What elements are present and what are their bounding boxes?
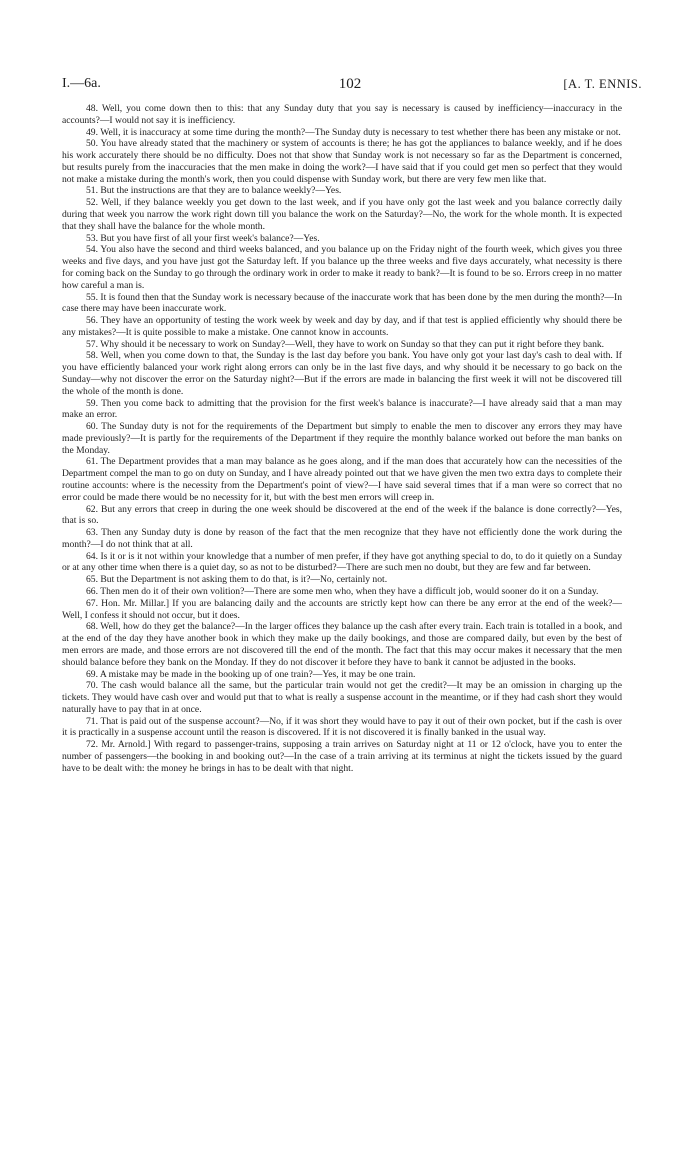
paragraph-q61: 61. The Department provides that a man may balance as he goes along, and if the man does that accurately how can the necessities of the Department compel the man to go on duty on Sunday, and I have already pointed out that we have given the men two extra days to complete their routine accounts: where is the necessity from the Department's point of view?—I have said several times that if a man were so correct that no error could be made there would be no necessity for it, but with the best men errors will creep in. bbox=[62, 456, 622, 503]
paragraph-q53: 53. But you have first of all your first week's balance?—Yes. bbox=[86, 232, 320, 244]
paragraph-q65: 65. But the Department is not asking them to do that, is it?—No, certainly not. bbox=[86, 574, 388, 586]
paragraph-q57: 57. Why should it be necessary to work on Sunday?—Well, they have to work on Sunday so that they can put it right before they bank. bbox=[86, 338, 605, 350]
paragraph-q54: 54. You also have the second and third weeks balanced, and you balance up on the Friday night of the fourth week, which gives you three weeks and five days, and you have just got the Saturday left. If you balance up the three weeks and five days accurately, what necessity is there for coming back on the Sunday to go through the ordinary work in order to make it ready to bank?—It is found to be so. Errors creep in no matter how careful a man is. bbox=[62, 244, 622, 291]
paragraph-q68: 68. Well, how do they get the balance?—In the larger offices they balance up the cash after every train. Each train is totalled in a book, and at the end of the day they have another book in which they make up the daily bookings, and those are compared daily, but even by the best of men errors are made, and those errors are not discovered till the end of the month. The fact that this may occur makes it necessary that the men should balance before they bank on the Monday. If they do not discover it before they have to bank it cannot be adjusted in the books. bbox=[62, 621, 622, 668]
page-number: 102 bbox=[338, 76, 362, 92]
paragraph-q50: 50. You have already stated that the machinery or system of accounts is there; he has got the appliances to balance weekly, and if he does his work accurately there should be no difficulty. Does not that show that Sunday work is not necessary so far as the Department is concerned, but results purely from the inaccuracies that the men make in doing the work?—I have said that if you could get men so perfect that they would not make a mistake during the month's work, then you could dispense with Sunday work, but there are very few men like that. bbox=[62, 138, 622, 185]
paragraph-q69: 69. A mistake may be made in the booking up of one train?—Yes, it may be one train. bbox=[86, 668, 416, 680]
paragraph-q51: 51. But the instructions are that they are to balance weekly?—Yes. bbox=[86, 185, 342, 197]
page-header bbox=[58, 76, 642, 92]
parliamentary-paper-ref: I.—6a. bbox=[62, 76, 101, 91]
paragraph-q72: 72. Mr. Arnold.] With regard to passenger-trains, supposing a train arrives on Saturday night at 11 or 12 o'clock, have you to enter the number of passengers—the booking in and booking out?—In the case of a train arriving at its terminus at night the tickets issued by the guard have to be dealt with: the money he brings in has to be dealt with that night. bbox=[62, 739, 622, 774]
paragraph-q67: 67. Hon. Mr. Millar.] If you are balancing daily and the accounts are strictly kept how can there be any error at the end of the week?—Well, I confess it should not occur, but it does. bbox=[62, 597, 622, 621]
paragraph-q56: 56. They have an opportunity of testing the work week by week and day by day, and if that test is applied efficiently why should there be any mistakes?—It is quite possible to make a mistake. One cannot know in accounts. bbox=[62, 315, 622, 338]
paragraph-q60: 60. The Sunday duty is not for the requirements of the Department but simply to enable the men to discover any errors they may have made previously?—It is partly for the requirements of the Department if they require the monthly balance worked out before the man banks on the Monday. bbox=[62, 421, 622, 456]
paragraph-q52: 52. Well, if they balance weekly you get down to the last week, and if you have only got the last week and you balance correctly daily during that week you narrow the work right down till you balance the work on the Saturday?—No, the work for the whole month. It is expected that they shall have the balance for the whole month. bbox=[62, 197, 622, 232]
paragraph-q71: 71. That is paid out of the suspense account?—No, if it was short they would have to pay it out of their own pocket, but if the cash is over it is practically in a suspense account until the reason is discovered. If it is not discovered it is finally banked in the usual way. bbox=[62, 715, 622, 739]
testimony-body bbox=[62, 103, 622, 775]
paragraph-q55: 55. It is found then that the Sunday work is necessary because of the inaccurate work that has been done by the men during the month?—In case there may have been inaccurate work. bbox=[62, 291, 622, 315]
witness-name: [A. T. ENNIS. bbox=[563, 77, 642, 91]
paragraph-q63: 63. Then any Sunday duty is done by reason of the fact that the men recognize that they have not efficiently done the work during the month?—I do not think that at all. bbox=[62, 527, 622, 550]
paragraph-q64: 64. Is it or is it not within your knowledge that a number of men prefer, if they have got anything special to do, to do it quietly on a Sunday or at any other time when there is a quiet day, so as not to be disturbed?—There are such men no doubt, but they are few and far between. bbox=[62, 550, 622, 574]
paragraph-q70: 70. The cash would balance all the same, but the particular train would not get the credit?—It may be an omission in charging up the tickets. They would have cash over and would put that to what is really a suspense account in the meantime, or if they had cash short they would naturally have to pay that in at once. bbox=[62, 680, 622, 715]
paragraph-q62: 62. But any errors that creep in during the one week should be discovered at the end of the week if the balance is done correctly?—Yes, that is so. bbox=[62, 503, 622, 527]
paragraph-q49: 49. Well, it is inaccuracy at some time during the month?—The Sunday duty is necessary to test whether there has been any mistake or not. bbox=[86, 126, 621, 138]
paragraph-q66: 66. Then men do it of their own volition?—There are some men who, when they have a difficult job, would sooner do it on a Sunday. bbox=[86, 586, 599, 598]
paragraph-q58: 58. Well, when you come down to that, the Sunday is the last day before you bank. You have only got your last day's cash to deal with. If you have efficiently balanced your work right along errors can only be in the last five days, and why should it be necessary to go back on the Sunday—why not discover the error on the Saturday night?—But if the errors are made in balancing the first week it will not be discovered till the whole of the month is done. bbox=[62, 350, 622, 397]
paragraph-q59: 59. Then you come back to admitting that the provision for the first week's balance is inaccurate?—I have already said that a man may make an error. bbox=[62, 397, 622, 421]
paragraph-q48: 48. Well, you come down then to this: that any Sunday duty that you say is necessary is caused by inefficiency—inaccuracy in the accounts?—I would not say it is inefficiency. bbox=[62, 103, 622, 126]
